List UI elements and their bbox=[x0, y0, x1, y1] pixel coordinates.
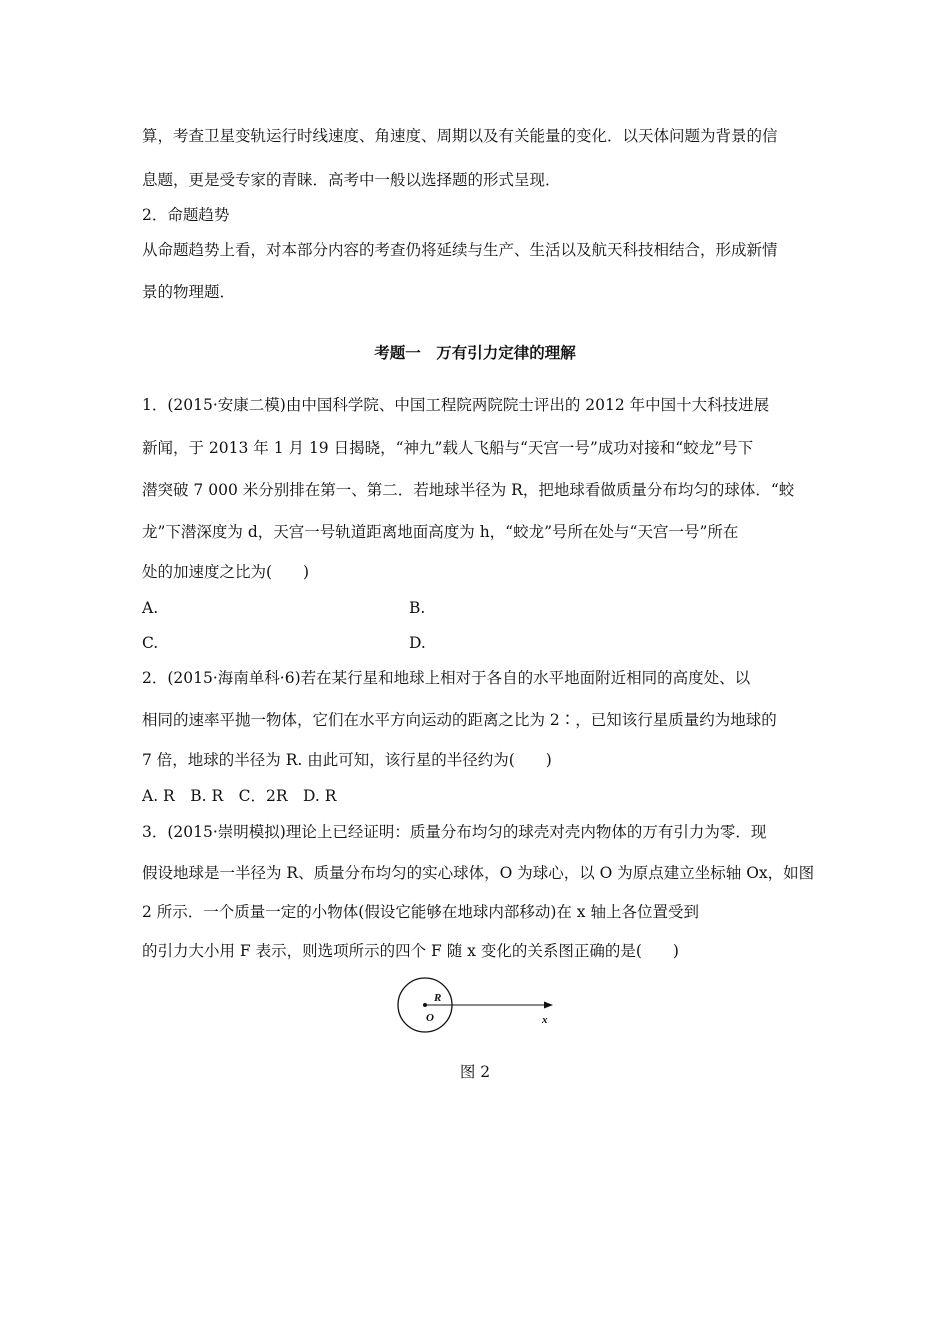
q3-line-3: 2 所示．一个质量一定的小物体(假设它能够在地球内部移动)在 x 轴上各位置受到 bbox=[142, 903, 699, 921]
q1-option-c: C. bbox=[142, 634, 159, 652]
q1-line-4: 龙”下潜深度为 d，天宫一号轨道距离地面高度为 h，“蛟龙”号所在处与“天宫一号”所在 bbox=[142, 523, 739, 541]
q1-option-d: D. bbox=[409, 634, 426, 652]
intro-line-1: 算，考查卫星变轨运行时线速度、角速度、周期以及有关能量的变化．以天体问题为背景的信 bbox=[142, 127, 778, 145]
intro-line-4: 景的物理题． bbox=[142, 283, 236, 301]
q3-line-4: 的引力大小用 F 表示，则选项所示的四个 F 随 x 变化的关系图正确的是( ) bbox=[142, 942, 679, 960]
q1-line-5: 处的加速度之比为( ) bbox=[142, 563, 310, 581]
origin-label: O bbox=[426, 1012, 434, 1024]
q1-line-3: 潜突破 7 000 米分别排在第一、第二．若地球半径为 R，把地球看做质量分布均匀的球体．“蛟 bbox=[142, 481, 795, 499]
x-axis-label: x bbox=[542, 1014, 548, 1026]
q3-line-2: 假设地球是一半径为 R、质量分布均匀的实心球体，O 为球心，以 O 为原点建立坐标轴 Ox，如图 bbox=[142, 864, 815, 882]
section-title: 考题一 万有引力定律的理解 bbox=[374, 343, 576, 362]
q2-line-2: 相同的速率平抛一物体，它们在水平方向运动的距离之比为 2∶，已知该行星质量约为地球的 bbox=[142, 711, 777, 729]
radius-label: R bbox=[434, 992, 442, 1004]
q1-line-2: 新闻，于 2013 年 1 月 19 日揭晓，“神九”载人飞船与“天宫一号”成功对接和“蛟龙”号下 bbox=[142, 439, 754, 457]
earth-axis-figure bbox=[395, 992, 565, 1035]
x-axis-arrow bbox=[544, 1002, 553, 1009]
q3-line-1: 3．(2015·崇明模拟)理论上已经证明：质量分布均匀的球壳对壳内物体的万有引力为零．现 bbox=[142, 823, 767, 841]
intro-line-3: 从命题趋势上看，对本部分内容的考查仍将延续与生产、生活以及航天科技相结合，形成新情 bbox=[142, 241, 778, 259]
q2-line-1: 2．(2015·海南单科·6)若在某行星和地球上相对于各自的水平地面附近相同的高度处、以 bbox=[142, 669, 751, 687]
figure-caption: 图 2 bbox=[459, 1063, 491, 1081]
q2-line-3: 7 倍，地球的半径为 R. 由此可知，该行星的半径约为( ) bbox=[142, 751, 552, 769]
subheading-trend: 2．命题趋势 bbox=[142, 206, 230, 224]
intro-line-2: 息题，更是受专家的青睐．高考中一般以选择题的形式呈现． bbox=[142, 171, 561, 189]
q1-line-1: 1．(2015·安康二模)由中国科学院、中国工程院两院院士评出的 2012 年中国十大科技进展 bbox=[142, 396, 770, 414]
q1-option-a: A. bbox=[142, 599, 159, 617]
q2-options: A. R B. R C．2R D. R bbox=[142, 787, 337, 805]
q1-option-b: B. bbox=[409, 599, 426, 617]
